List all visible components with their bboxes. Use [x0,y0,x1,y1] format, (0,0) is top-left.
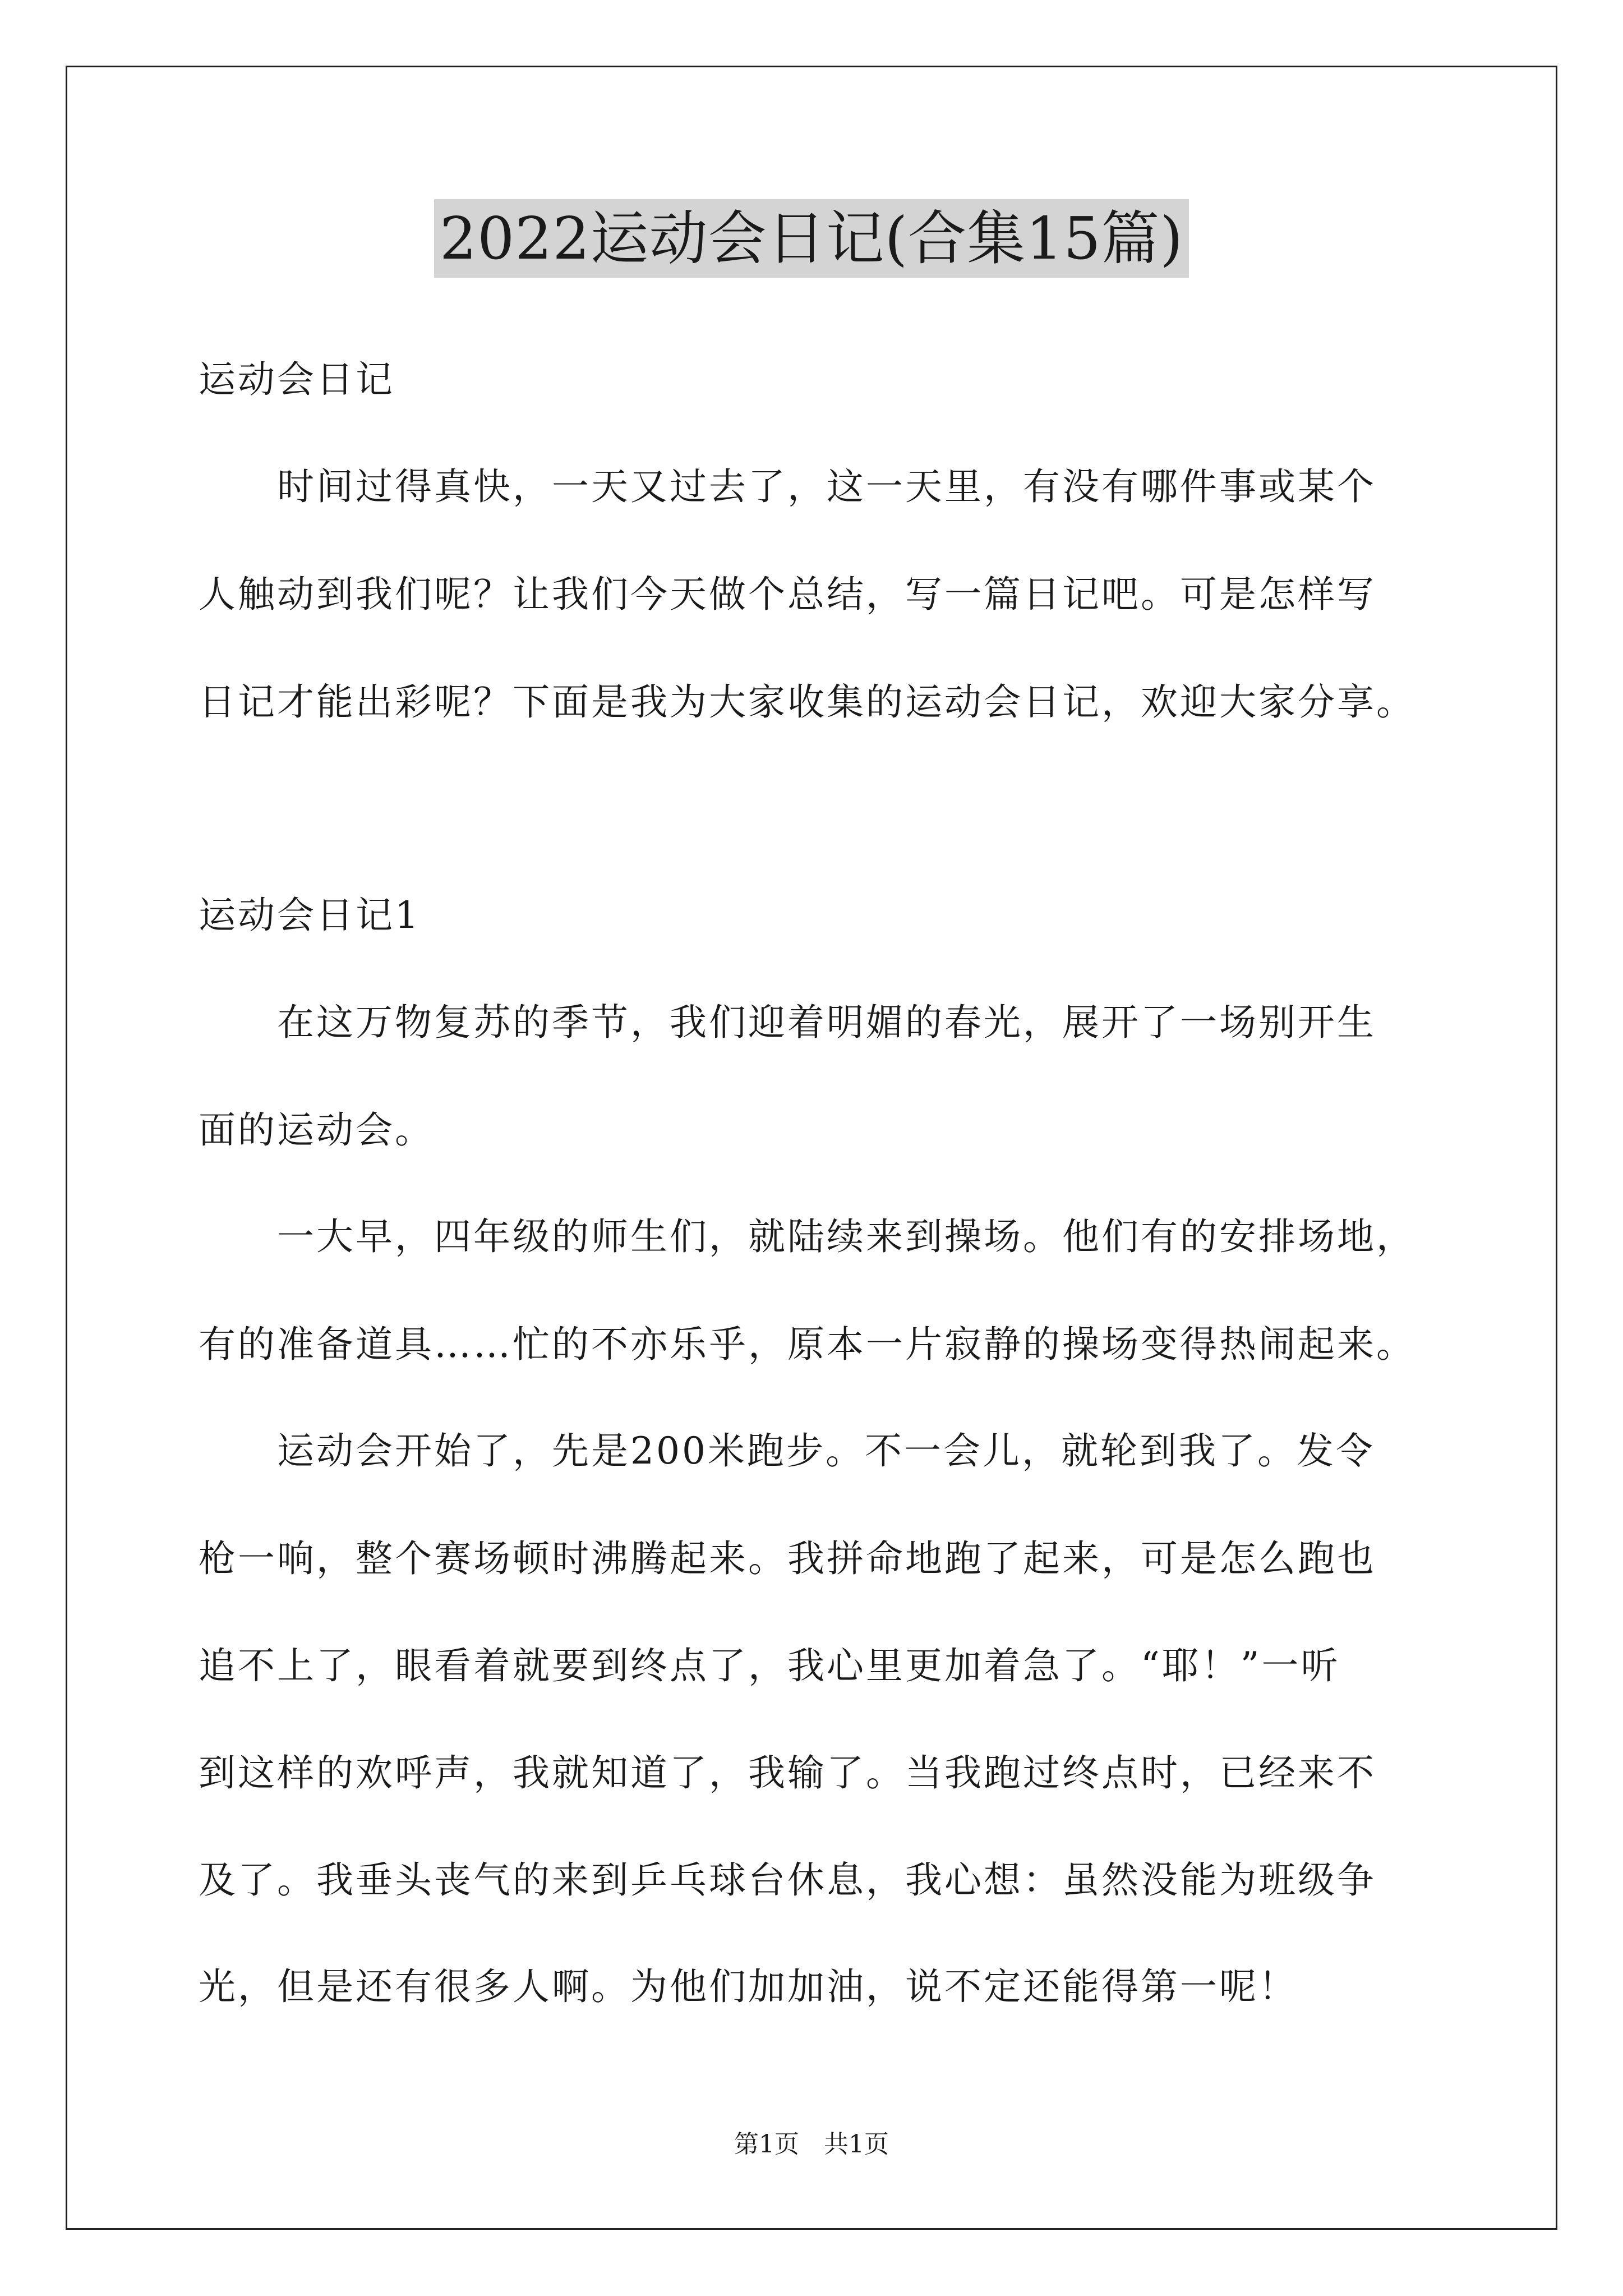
paragraph-line: 光，但是还有很多人啊。为他们加加油，说不定还能得第一呢！ [199,1965,1298,2008]
paragraph-line: 枪一响，整个赛场顿时沸腾起来。我拼命地跑了起来，可是怎么跑也 [199,1537,1376,1580]
section-heading: 运动会日记 [199,358,395,401]
paragraph-line: 日记才能出彩呢？下面是我为大家收集的运动会日记，欢迎大家分享。 [199,680,1415,724]
paragraph-line: 追不上了，眼看着就要到终点了，我心里更加着急了。“耶！”一听 [199,1644,1340,1687]
paragraph-line: 及了。我垂头丧气的来到乒乓球台休息，我心想：虽然没能为班级争 [199,1858,1376,1902]
paragraph-line: 有的准备道具……忙的不亦乐乎，原本一片寂静的操场变得热闹起来。 [199,1323,1415,1366]
paragraph-line: 时间过得真快，一天又过去了，这一天里，有没有哪件事或某个 [199,465,1376,508]
paragraph-line: 一大早，四年级的师生们，就陆续来到操场。他们有的安排场地， [199,1215,1415,1258]
document-title: 2022运动会日记(合集15篇) [434,199,1189,278]
title-container [0,199,1623,278]
page-number-footer: 第1页 共1页 [734,2130,889,2159]
section-heading: 运动会日记1 [199,894,421,937]
paragraph-line: 到这样的欢呼声，我就知道了，我输了。当我跑过终点时，已经来不 [199,1751,1376,1795]
paragraph-line: 在这万物复苏的季节，我们迎着明媚的春光，展开了一场别开生 [199,1001,1376,1044]
paragraph-line: 人触动到我们呢？让我们今天做个总结，写一篇日记吧。可是怎样写 [199,573,1376,616]
paragraph-line: 运动会开始了，先是200米跑步。不一会儿，就轮到我了。发令 [199,1429,1375,1473]
paragraph-line: 面的运动会。 [199,1108,434,1152]
